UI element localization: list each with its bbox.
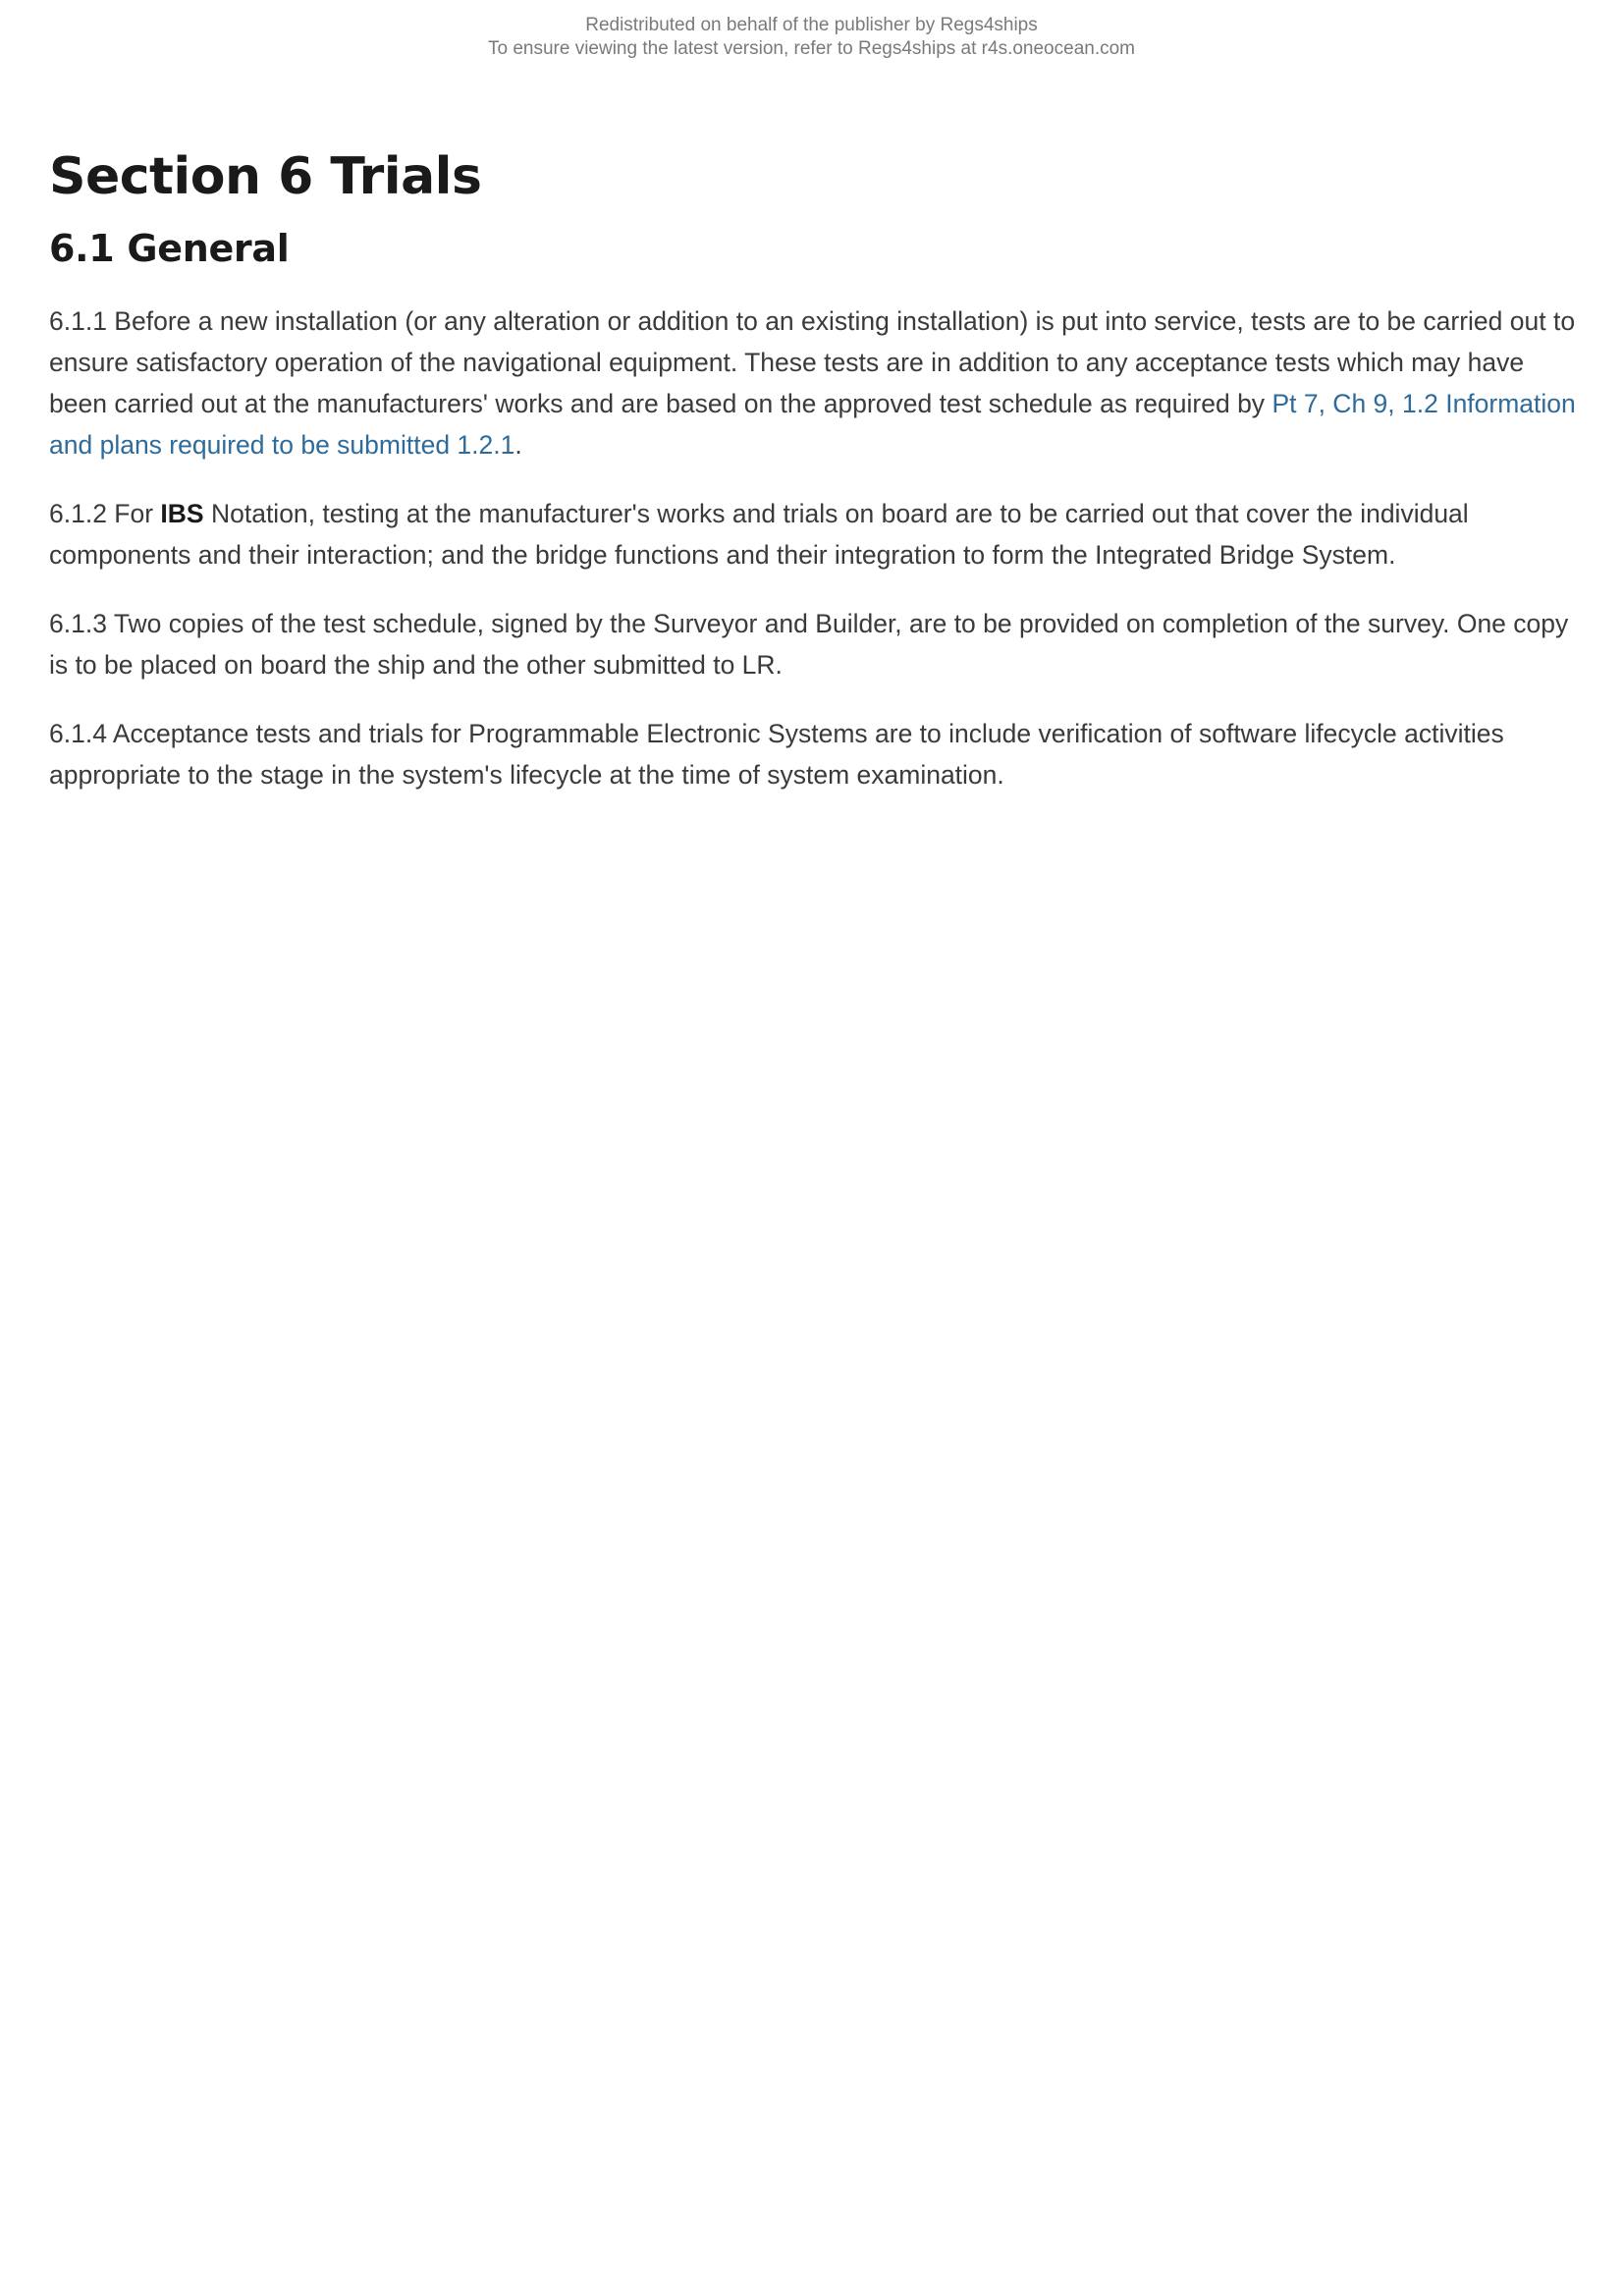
paragraph-6-1-1-text: 6.1.1 Before a new installation (or any alteration or addition to an existing installation) is put into service, tests are to be carried out to ensure satisfactory operation of the navigational equipment. These tests are in addition to any acceptance tests which may have been carried out at the manufacturers' works and are based on the approved test schedule as required by [49,306,1576,418]
paragraph-6-1-3: 6.1.3 Two copies of the test schedule, signed by the Surveyor and Builder, are to be provided on completion of the survey. One copy is to be placed on board the ship and the other submitted to LR. [49,609,1569,680]
paragraph-6-1-2-text-end: Notation, testing at the manufacturer's works and trials on board are to be carried out that cover the individual components and their interaction; and the bridge functions and their integration to form the Integrated Bridge System. [49,499,1469,570]
redistribution-notice [0,14,1623,61]
section-title: Section 6 Trials [49,147,482,206]
document-content [49,145,1581,795]
ibs-notation: IBS [160,499,204,528]
paragraph-6-1-2-text-start: 6.1.2 For [49,499,161,528]
paragraph-6-1-4: 6.1.4 Acceptance tests and trials for Programmable Electronic Systems are to include verification of software lifecycle activities appropriate to the stage in the system's lifecycle at the time of system examination. [49,719,1504,790]
subsection-title: 6.1 General [49,227,290,270]
cross-reference-link[interactable]: Pt 7, Ch 9, 1.2 Information and plans required to be submitted 1.2.1 [49,389,1576,460]
paragraph-6-1-1-end: . [514,430,522,460]
paragraph-6-1-1 [49,301,1581,465]
redistribution-notice-line-2: To ensure viewing the latest version, refer to Regs4ships at r4s.oneocean.com [487,38,1136,59]
paragraph-6-1-2 [49,493,1581,575]
redistribution-notice-line-1: Redistributed on behalf of the publisher by Regs4ships [585,15,1038,35]
